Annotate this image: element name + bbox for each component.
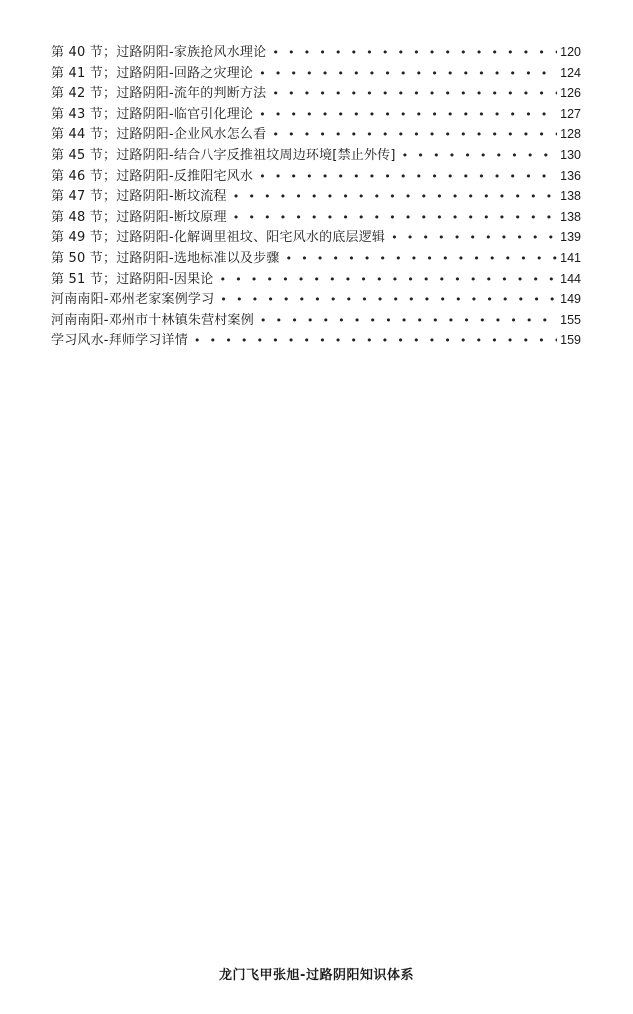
toc-entry (51, 289, 581, 310)
toc-entry (51, 42, 581, 63)
toc-entry-title: 第 46 节；过路阴阳-反推阳宅风水 (51, 168, 254, 184)
toc-leader-dots (391, 228, 557, 249)
toc-leader-dots (286, 249, 558, 270)
toc-entry (51, 124, 581, 145)
toc-entry-title: 学习风水-拜师学习详情 (51, 333, 188, 349)
toc-entry-page-number: 149 (560, 292, 581, 307)
toc-leader-dots (259, 167, 557, 188)
toc-entry-page-number: 138 (560, 189, 581, 204)
toc-entry (51, 310, 581, 331)
toc-entry-title: 第 47 节；过路阴阳-断坟流程 (51, 189, 227, 205)
toc-entry-title: 第 45 节；过路阴阳-结合八字反推祖坟周边环境[禁止外传] (51, 147, 396, 163)
toc-entry-title: 第 50 节；过路阴阳-选地标准以及步骤 (51, 250, 280, 266)
toc-entry (51, 104, 581, 125)
toc-entry (51, 166, 581, 187)
toc-entry (51, 330, 581, 351)
toc-entry-title: 第 41 节；过路阴阳-回路之灾理论 (51, 65, 254, 81)
toc-leader-dots (272, 84, 557, 105)
toc-entry-page-number: 155 (560, 312, 581, 327)
toc-entry (51, 227, 581, 248)
toc-leader-dots (259, 105, 557, 126)
toc-entry (51, 248, 581, 269)
page-footer: 龙门飞甲张旭-过路阴阳知识体系 (219, 968, 414, 983)
toc-entry-page-number: 141 (560, 250, 581, 265)
toc-entry-page-number: 120 (560, 45, 581, 59)
table-of-contents (51, 42, 581, 351)
toc-entry-title: 第 40 节；过路阴阳-家族抢风水理论 (51, 45, 267, 60)
toc-entry (51, 63, 581, 84)
toc-entry-title: 河南南阳-邓州老家案例学习 (51, 292, 215, 308)
toc-entry-page-number: 127 (560, 106, 581, 121)
toc-leader-dots (259, 64, 557, 85)
toc-entry-title: 河南南阳-邓州市十林镇朱营村案例 (51, 312, 254, 328)
toc-entry-page-number: 144 (560, 271, 581, 286)
toc-entry (51, 207, 581, 228)
toc-entry (51, 145, 581, 166)
toc-leader-dots (272, 43, 557, 64)
toc-entry-page-number: 124 (560, 65, 581, 80)
toc-leader-dots (220, 290, 557, 311)
toc-leader-dots (260, 311, 557, 332)
toc-entry (51, 186, 581, 207)
toc-entry-title: 第 42 节；过路阴阳-流年的判断方法 (51, 86, 267, 102)
toc-entry-title: 第 51 节；过路阴阳-因果论 (51, 271, 214, 287)
toc-entry-page-number: 128 (560, 127, 581, 142)
toc-entry (51, 83, 581, 104)
toc-entry-page-number: 138 (560, 209, 581, 224)
toc-entry-page-number: 139 (560, 230, 581, 245)
toc-leader-dots (194, 331, 557, 352)
toc-leader-dots (220, 270, 558, 291)
toc-entry-page-number: 136 (560, 168, 581, 183)
toc-entry-title: 第 44 节；过路阴阳-企业风水怎么看 (51, 127, 267, 143)
toc-entry-page-number: 130 (560, 147, 581, 162)
toc-entry-title: 第 49 节；过路阴阳-化解调里祖坟、阳宅风水的底层逻辑 (51, 230, 386, 246)
toc-entry-page-number: 159 (560, 333, 581, 348)
toc-entry-title: 第 43 节；过路阴阳-临官引化理论 (51, 106, 254, 122)
toc-leader-dots (272, 125, 557, 146)
toc-entry-page-number: 126 (560, 86, 581, 101)
toc-entry-title: 第 48 节；过路阴阳-断坟原理 (51, 209, 227, 225)
toc-leader-dots (233, 187, 557, 208)
toc-entry (51, 269, 581, 290)
toc-leader-dots (233, 208, 557, 229)
toc-leader-dots (402, 146, 557, 167)
